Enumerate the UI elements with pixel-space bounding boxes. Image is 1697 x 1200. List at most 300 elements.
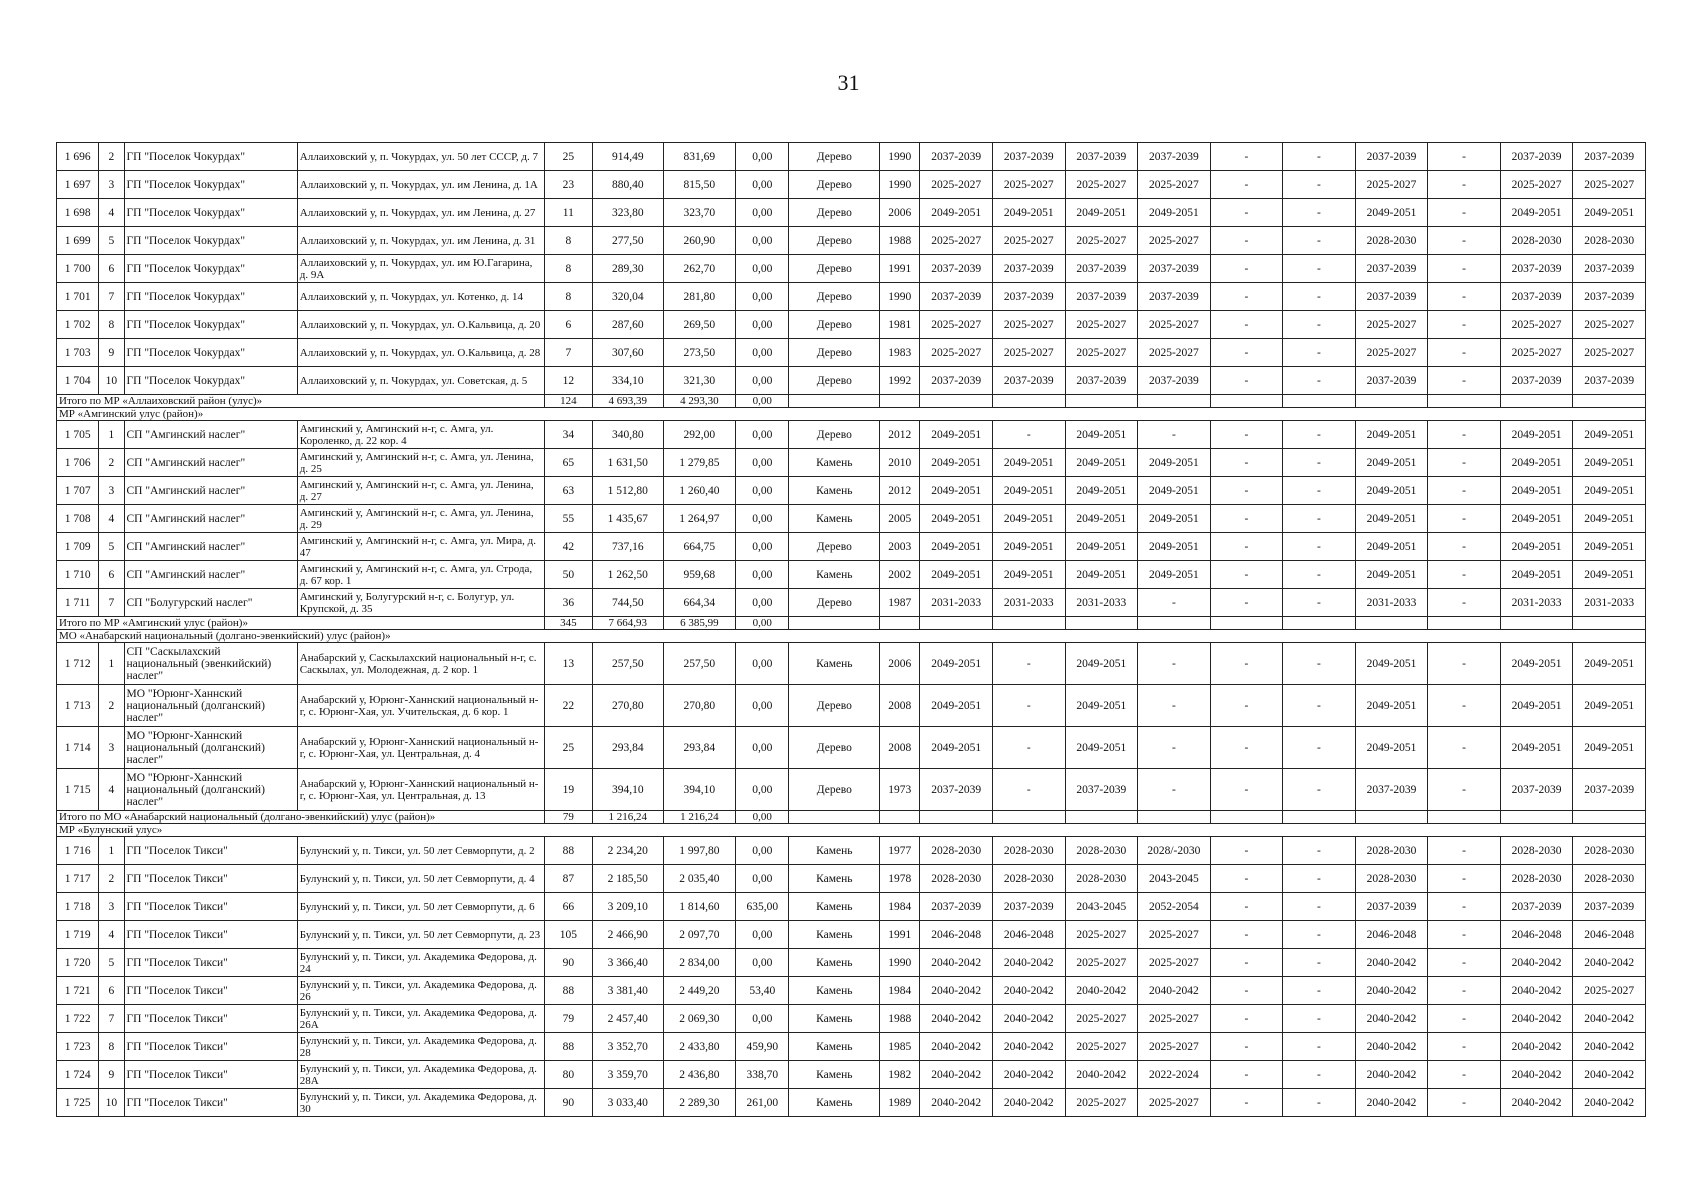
residents-cell: 63 <box>544 477 592 505</box>
total-area-cell: 293,84 <box>593 727 664 769</box>
total-area-cell: 3 359,70 <box>593 1061 664 1089</box>
total-area-cell: 340,80 <box>593 421 664 449</box>
repair-lift-cell: - <box>1283 727 1356 769</box>
owner-cell: ГП "Поселок Чокурдах" <box>124 339 297 367</box>
repair-sewer-cell: 2049-2051 <box>1573 727 1646 769</box>
residents-cell: 88 <box>544 1033 592 1061</box>
owner-cell: ГП "Поселок Чокурдах" <box>124 255 297 283</box>
address-cell: Амгинский у, Болугурский н-г, с. Болугур, ул. Крупской, д. 35 <box>297 589 544 617</box>
repair-water-cell: 2043-2045 <box>1138 865 1211 893</box>
residents-cell: 79 <box>544 1005 592 1033</box>
empty-cell <box>1065 811 1138 824</box>
repair-electric-cell: 2040-2042 <box>1355 977 1428 1005</box>
repair-sewer-cell: 2040-2042 <box>1573 1089 1646 1117</box>
repair-water-cell: 2049-2051 <box>1138 561 1211 589</box>
wall-material-cell: Дерево <box>789 143 880 171</box>
living-area-cell: 1 814,60 <box>663 893 736 921</box>
row-index-cell: 10 <box>99 367 124 395</box>
reg-number-cell: 1 698 <box>57 199 99 227</box>
repair-basement-cell: - <box>1428 477 1501 505</box>
table-row <box>57 339 1646 367</box>
repair-lift-cell: - <box>1283 643 1356 685</box>
year-built-cell: 1981 <box>880 311 920 339</box>
repair-water-cell: - <box>1138 769 1211 811</box>
living-area-cell: 664,34 <box>663 589 736 617</box>
repair-roof-cell: 2049-2051 <box>920 477 993 505</box>
row-index-cell: 4 <box>99 199 124 227</box>
owner-cell: ГП "Поселок Тикси" <box>124 1061 297 1089</box>
wall-material-cell: Дерево <box>789 589 880 617</box>
nonres-area-cell: 0,00 <box>736 421 789 449</box>
repair-facade-cell: 2040-2042 <box>993 1089 1066 1117</box>
repair-gas-cell: - <box>1210 893 1283 921</box>
living-area-cell: 394,10 <box>663 769 736 811</box>
repair-gas-cell: - <box>1210 643 1283 685</box>
repair-sewer-cell: 2037-2039 <box>1573 255 1646 283</box>
total-area-cell: 257,50 <box>593 643 664 685</box>
year-built-cell: 2012 <box>880 477 920 505</box>
empty-cell <box>1573 617 1646 630</box>
empty-cell <box>880 617 920 630</box>
repair-electric-cell: 2049-2051 <box>1355 643 1428 685</box>
repair-water-cell: 2025-2027 <box>1138 339 1211 367</box>
address-cell: Амгинский у, Амгинский н-г, с. Амга, ул. Мира, д. 47 <box>297 533 544 561</box>
row-index-cell: 2 <box>99 865 124 893</box>
empty-cell <box>1355 395 1428 408</box>
repair-sewer-cell: 2049-2051 <box>1573 643 1646 685</box>
repair-heating-cell: 2049-2051 <box>1065 449 1138 477</box>
reg-number-cell: 1 701 <box>57 283 99 311</box>
reg-number-cell: 1 702 <box>57 311 99 339</box>
repair-heating-cell: 2037-2039 <box>1065 255 1138 283</box>
wall-material-cell: Камень <box>789 505 880 533</box>
repair-lift-cell: - <box>1283 1089 1356 1117</box>
living-area-cell: 281,80 <box>663 283 736 311</box>
repair-basement-cell: - <box>1428 589 1501 617</box>
residents-cell: 65 <box>544 449 592 477</box>
repair-heating-cell: 2049-2051 <box>1065 199 1138 227</box>
repair-cold-water-cell: 2037-2039 <box>1500 255 1573 283</box>
section-header-row <box>57 630 1646 643</box>
reg-number-cell: 1 697 <box>57 171 99 199</box>
row-index-cell: 8 <box>99 311 124 339</box>
row-index-cell: 2 <box>99 143 124 171</box>
total-area-cell: 880,40 <box>593 171 664 199</box>
address-cell: Аллаиховский у, п. Чокурдах, ул. 50 лет СССР, д. 7 <box>297 143 544 171</box>
repair-cold-water-cell: 2025-2027 <box>1500 171 1573 199</box>
total-area-cell: 914,49 <box>593 143 664 171</box>
empty-cell <box>1428 395 1501 408</box>
repair-cold-water-cell: 2049-2051 <box>1500 561 1573 589</box>
reg-number-cell: 1 721 <box>57 977 99 1005</box>
nonres-area-cell: 0,00 <box>736 561 789 589</box>
repair-lift-cell: - <box>1283 1061 1356 1089</box>
total-area-cell: 2 185,50 <box>593 865 664 893</box>
nonres-area-cell: 0,00 <box>736 143 789 171</box>
table-row <box>57 283 1646 311</box>
empty-cell <box>1138 811 1211 824</box>
repair-cold-water-cell: 2049-2051 <box>1500 199 1573 227</box>
repair-sewer-cell: 2031-2033 <box>1573 589 1646 617</box>
repair-heating-cell: 2049-2051 <box>1065 727 1138 769</box>
repair-lift-cell: - <box>1283 283 1356 311</box>
owner-cell: СП "Амгинский наслег" <box>124 561 297 589</box>
repair-gas-cell: - <box>1210 367 1283 395</box>
empty-cell <box>1283 395 1356 408</box>
owner-cell: МО "Юрюнг-Ханнский национальный (долганский) наслег" <box>124 769 297 811</box>
repair-heating-cell: 2049-2051 <box>1065 685 1138 727</box>
nonres-area-cell: 0,00 <box>736 171 789 199</box>
repair-basement-cell: - <box>1428 561 1501 589</box>
owner-cell: ГП "Поселок Тикси" <box>124 837 297 865</box>
repair-cold-water-cell: 2028-2030 <box>1500 865 1573 893</box>
wall-material-cell: Дерево <box>789 685 880 727</box>
repair-roof-cell: 2031-2033 <box>920 589 993 617</box>
table-row <box>57 311 1646 339</box>
repair-heating-cell: 2040-2042 <box>1065 977 1138 1005</box>
repair-water-cell: 2052-2054 <box>1138 893 1211 921</box>
repair-heating-cell: 2049-2051 <box>1065 643 1138 685</box>
wall-material-cell: Камень <box>789 477 880 505</box>
repair-sewer-cell: 2025-2027 <box>1573 171 1646 199</box>
empty-cell <box>1428 617 1501 630</box>
repair-electric-cell: 2049-2051 <box>1355 561 1428 589</box>
repair-electric-cell: 2028-2030 <box>1355 837 1428 865</box>
repair-sewer-cell: 2049-2051 <box>1573 199 1646 227</box>
wall-material-cell: Камень <box>789 865 880 893</box>
repair-heating-cell: 2049-2051 <box>1065 561 1138 589</box>
nonres-area-cell: 0,00 <box>736 449 789 477</box>
repair-gas-cell: - <box>1210 949 1283 977</box>
total-area-total: 7 664,93 <box>593 617 664 630</box>
row-index-cell: 6 <box>99 561 124 589</box>
repair-cold-water-cell: 2037-2039 <box>1500 769 1573 811</box>
reg-number-cell: 1 716 <box>57 837 99 865</box>
repair-facade-cell: 2046-2048 <box>993 921 1066 949</box>
total-area-cell: 2 234,20 <box>593 837 664 865</box>
repair-cold-water-cell: 2037-2039 <box>1500 283 1573 311</box>
year-built-cell: 1990 <box>880 949 920 977</box>
repair-facade-cell: 2049-2051 <box>993 477 1066 505</box>
wall-material-cell: Камень <box>789 1033 880 1061</box>
address-cell: Амгинский у, Амгинский н-г, с. Амга, ул. Ленина, д. 27 <box>297 477 544 505</box>
repair-facade-cell: 2037-2039 <box>993 255 1066 283</box>
residents-cell: 6 <box>544 311 592 339</box>
empty-cell <box>1500 811 1573 824</box>
living-area-cell: 2 097,70 <box>663 921 736 949</box>
year-built-cell: 2008 <box>880 685 920 727</box>
repair-water-cell: 2025-2027 <box>1138 921 1211 949</box>
repair-roof-cell: 2028-2030 <box>920 865 993 893</box>
repair-basement-cell: - <box>1428 533 1501 561</box>
living-area-cell: 293,84 <box>663 727 736 769</box>
wall-material-cell: Камень <box>789 949 880 977</box>
reg-number-cell: 1 700 <box>57 255 99 283</box>
year-built-cell: 1991 <box>880 921 920 949</box>
empty-cell <box>920 617 993 630</box>
year-built-cell: 2006 <box>880 643 920 685</box>
repair-roof-cell: 2040-2042 <box>920 1061 993 1089</box>
year-built-cell: 1977 <box>880 837 920 865</box>
repair-water-cell: 2049-2051 <box>1138 533 1211 561</box>
row-index-cell: 7 <box>99 283 124 311</box>
year-built-cell: 2003 <box>880 533 920 561</box>
living-area-total: 1 216,24 <box>663 811 736 824</box>
empty-cell <box>1283 811 1356 824</box>
living-area-cell: 959,68 <box>663 561 736 589</box>
repair-facade-cell: 2025-2027 <box>993 311 1066 339</box>
repair-water-cell: - <box>1138 589 1211 617</box>
year-built-cell: 2006 <box>880 199 920 227</box>
repair-sewer-cell: 2028-2030 <box>1573 227 1646 255</box>
repair-heating-cell: 2025-2027 <box>1065 227 1138 255</box>
repair-gas-cell: - <box>1210 769 1283 811</box>
repair-water-cell: 2037-2039 <box>1138 283 1211 311</box>
table-row <box>57 421 1646 449</box>
repair-heating-cell: 2037-2039 <box>1065 283 1138 311</box>
subtotal-row <box>57 617 1646 630</box>
section-header-row <box>57 408 1646 421</box>
repair-water-cell: 2025-2027 <box>1138 171 1211 199</box>
living-area-cell: 815,50 <box>663 171 736 199</box>
residents-cell: 105 <box>544 921 592 949</box>
repair-roof-cell: 2049-2051 <box>920 561 993 589</box>
repair-lift-cell: - <box>1283 227 1356 255</box>
wall-material-cell: Камень <box>789 921 880 949</box>
table-row <box>57 837 1646 865</box>
living-area-cell: 270,80 <box>663 685 736 727</box>
row-index-cell: 9 <box>99 339 124 367</box>
empty-cell <box>993 811 1066 824</box>
row-index-cell: 4 <box>99 921 124 949</box>
living-area-cell: 292,00 <box>663 421 736 449</box>
wall-material-cell: Дерево <box>789 339 880 367</box>
address-cell: Аллаиховский у, п. Чокурдах, ул. им Ю.Гагарина, д. 9А <box>297 255 544 283</box>
table-row <box>57 449 1646 477</box>
address-cell: Булунский у, п. Тикси, ул. 50 лет Севморпути, д. 4 <box>297 865 544 893</box>
living-area-cell: 1 264,97 <box>663 505 736 533</box>
row-index-cell: 2 <box>99 685 124 727</box>
owner-cell: ГП "Поселок Чокурдах" <box>124 143 297 171</box>
wall-material-cell: Камень <box>789 449 880 477</box>
empty-cell <box>920 395 993 408</box>
total-area-cell: 277,50 <box>593 227 664 255</box>
empty-cell <box>1355 617 1428 630</box>
address-cell: Булунский у, п. Тикси, ул. Академика Федорова, д. 28 <box>297 1033 544 1061</box>
repair-sewer-cell: 2025-2027 <box>1573 311 1646 339</box>
total-area-cell: 3 352,70 <box>593 1033 664 1061</box>
empty-cell <box>1210 811 1283 824</box>
total-area-cell: 307,60 <box>593 339 664 367</box>
repair-lift-cell: - <box>1283 339 1356 367</box>
repair-facade-cell: - <box>993 769 1066 811</box>
repair-heating-cell: 2025-2027 <box>1065 949 1138 977</box>
repair-facade-cell: 2049-2051 <box>993 533 1066 561</box>
row-index-cell: 3 <box>99 893 124 921</box>
repair-facade-cell: - <box>993 685 1066 727</box>
repair-electric-cell: 2049-2051 <box>1355 199 1428 227</box>
nonres-area-cell: 0,00 <box>736 685 789 727</box>
repair-facade-cell: 2025-2027 <box>993 339 1066 367</box>
nonres-area-cell: 635,00 <box>736 893 789 921</box>
empty-cell <box>993 617 1066 630</box>
repair-heating-cell: 2025-2027 <box>1065 1005 1138 1033</box>
repair-roof-cell: 2040-2042 <box>920 977 993 1005</box>
address-cell: Анабарский у, Юрюнг-Ханнский национальный н-г, с. Юрюнг-Хая, ул. Центральная, д. 13 <box>297 769 544 811</box>
residents-cell: 13 <box>544 643 592 685</box>
reg-number-cell: 1 725 <box>57 1089 99 1117</box>
repair-facade-cell: - <box>993 421 1066 449</box>
repair-electric-cell: 2028-2030 <box>1355 865 1428 893</box>
reg-number-cell: 1 717 <box>57 865 99 893</box>
wall-material-cell: Камень <box>789 1005 880 1033</box>
repair-heating-cell: 2049-2051 <box>1065 533 1138 561</box>
empty-cell <box>920 811 993 824</box>
year-built-cell: 1982 <box>880 1061 920 1089</box>
empty-cell <box>880 395 920 408</box>
row-index-cell: 5 <box>99 533 124 561</box>
year-built-cell: 1983 <box>880 339 920 367</box>
repair-water-cell: - <box>1138 421 1211 449</box>
row-index-cell: 8 <box>99 1033 124 1061</box>
address-cell: Булунский у, п. Тикси, ул. 50 лет Севморпути, д. 6 <box>297 893 544 921</box>
repair-gas-cell: - <box>1210 977 1283 1005</box>
table-row <box>57 685 1646 727</box>
address-cell: Анабарский у, Саскылахский национальный н-г, с. Саскылах, ул. Молодежная, д. 2 кор. 1 <box>297 643 544 685</box>
repair-basement-cell: - <box>1428 1005 1501 1033</box>
repair-water-cell: - <box>1138 727 1211 769</box>
repair-water-cell: 2025-2027 <box>1138 227 1211 255</box>
residents-cell: 87 <box>544 865 592 893</box>
table-row <box>57 367 1646 395</box>
living-area-cell: 2 834,00 <box>663 949 736 977</box>
repair-gas-cell: - <box>1210 1089 1283 1117</box>
row-index-cell: 10 <box>99 1089 124 1117</box>
residents-cell: 23 <box>544 171 592 199</box>
year-built-cell: 2005 <box>880 505 920 533</box>
repair-cold-water-cell: 2049-2051 <box>1500 421 1573 449</box>
living-area-cell: 273,50 <box>663 339 736 367</box>
wall-material-cell: Дерево <box>789 769 880 811</box>
repair-lift-cell: - <box>1283 311 1356 339</box>
residents-cell: 8 <box>544 283 592 311</box>
repair-facade-cell: 2028-2030 <box>993 865 1066 893</box>
repair-lift-cell: - <box>1283 921 1356 949</box>
nonres-area-cell: 0,00 <box>736 505 789 533</box>
living-area-cell: 2 449,20 <box>663 977 736 1005</box>
living-area-cell: 2 433,80 <box>663 1033 736 1061</box>
table-row <box>57 589 1646 617</box>
reg-number-cell: 1 720 <box>57 949 99 977</box>
repair-electric-cell: 2040-2042 <box>1355 1089 1428 1117</box>
reg-number-cell: 1 712 <box>57 643 99 685</box>
residents-cell: 8 <box>544 255 592 283</box>
empty-cell <box>789 811 880 824</box>
year-built-cell: 1989 <box>880 1089 920 1117</box>
repair-gas-cell: - <box>1210 339 1283 367</box>
repair-heating-cell: 2025-2027 <box>1065 339 1138 367</box>
repair-water-cell: 2049-2051 <box>1138 505 1211 533</box>
reg-number-cell: 1 696 <box>57 143 99 171</box>
repair-roof-cell: 2028-2030 <box>920 837 993 865</box>
row-index-cell: 6 <box>99 255 124 283</box>
total-area-cell: 320,04 <box>593 283 664 311</box>
year-built-cell: 2002 <box>880 561 920 589</box>
repair-heating-cell: 2025-2027 <box>1065 1089 1138 1117</box>
repair-heating-cell: 2025-2027 <box>1065 171 1138 199</box>
repair-lift-cell: - <box>1283 1033 1356 1061</box>
address-cell: Аллаиховский у, п. Чокурдах, ул. Котенко, д. 14 <box>297 283 544 311</box>
repair-water-cell: 2025-2027 <box>1138 1005 1211 1033</box>
owner-cell: ГП "Поселок Тикси" <box>124 1033 297 1061</box>
address-cell: Амгинский у, Амгинский н-г, с. Амга, ул. Ленина, д. 25 <box>297 449 544 477</box>
reg-number-cell: 1 715 <box>57 769 99 811</box>
year-built-cell: 2010 <box>880 449 920 477</box>
repair-facade-cell: 2028-2030 <box>993 837 1066 865</box>
repair-cold-water-cell: 2046-2048 <box>1500 921 1573 949</box>
empty-cell <box>1210 395 1283 408</box>
nonres-area-total: 0,00 <box>736 811 789 824</box>
row-index-cell: 5 <box>99 949 124 977</box>
residents-cell: 11 <box>544 199 592 227</box>
repair-basement-cell: - <box>1428 143 1501 171</box>
repair-electric-cell: 2049-2051 <box>1355 727 1428 769</box>
repair-facade-cell: 2040-2042 <box>993 1033 1066 1061</box>
repair-heating-cell: 2031-2033 <box>1065 589 1138 617</box>
residents-cell: 66 <box>544 893 592 921</box>
address-cell: Анабарский у, Юрюнг-Ханнский национальный н-г, с. Юрюнг-Хая, ул. Учительская, д. 6 кор. 1 <box>297 685 544 727</box>
total-area-cell: 2 466,90 <box>593 921 664 949</box>
repair-electric-cell: 2040-2042 <box>1355 1033 1428 1061</box>
living-area-total: 4 293,30 <box>663 395 736 408</box>
reg-number-cell: 1 704 <box>57 367 99 395</box>
repair-lift-cell: - <box>1283 1005 1356 1033</box>
wall-material-cell: Камень <box>789 1089 880 1117</box>
table-row <box>57 477 1646 505</box>
repair-basement-cell: - <box>1428 171 1501 199</box>
empty-cell <box>1573 811 1646 824</box>
repair-basement-cell: - <box>1428 643 1501 685</box>
owner-cell: СП "Болугурский наслег" <box>124 589 297 617</box>
repair-facade-cell: 2040-2042 <box>993 1005 1066 1033</box>
row-index-cell: 3 <box>99 727 124 769</box>
repair-roof-cell: 2037-2039 <box>920 367 993 395</box>
address-cell: Амгинский у, Амгинский н-г, с. Амга, ул. Ленина, д. 29 <box>297 505 544 533</box>
total-area-cell: 289,30 <box>593 255 664 283</box>
living-area-cell: 2 069,30 <box>663 1005 736 1033</box>
repair-cold-water-cell: 2049-2051 <box>1500 685 1573 727</box>
section-header-row <box>57 824 1646 837</box>
repair-roof-cell: 2046-2048 <box>920 921 993 949</box>
repair-water-cell: 2025-2027 <box>1138 949 1211 977</box>
table-row <box>57 865 1646 893</box>
owner-cell: СП "Саскылахский национальный (эвенкийский) наслег" <box>124 643 297 685</box>
repair-roof-cell: 2049-2051 <box>920 449 993 477</box>
wall-material-cell: Камень <box>789 643 880 685</box>
repair-facade-cell: 2040-2042 <box>993 949 1066 977</box>
repair-electric-cell: 2037-2039 <box>1355 255 1428 283</box>
repair-gas-cell: - <box>1210 1061 1283 1089</box>
repair-basement-cell: - <box>1428 283 1501 311</box>
repair-cold-water-cell: 2049-2051 <box>1500 505 1573 533</box>
wall-material-cell: Дерево <box>789 283 880 311</box>
repair-electric-cell: 2025-2027 <box>1355 339 1428 367</box>
section-title: МР «Амгинский улус (район)» <box>57 408 1646 421</box>
owner-cell: ГП "Поселок Тикси" <box>124 921 297 949</box>
repair-roof-cell: 2037-2039 <box>920 255 993 283</box>
nonres-area-cell: 0,00 <box>736 769 789 811</box>
repair-basement-cell: - <box>1428 949 1501 977</box>
